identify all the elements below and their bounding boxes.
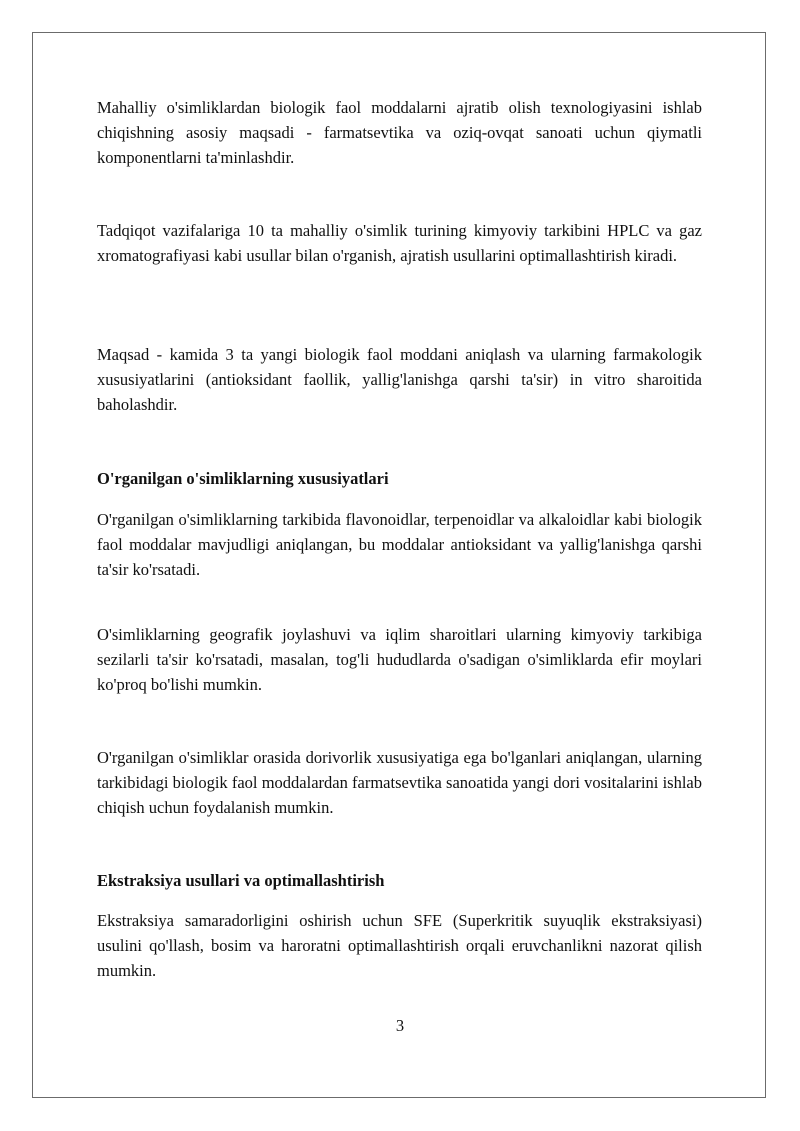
intro-paragraph-aim: Maqsad - kamida 3 ta yangi biologik faol moddani aniqlash va ularning farmakologik xususiyatlarini (antioksidant faollik, yallig'lanishga qarshi ta'sir) in vitro sharoitida baholashdir. [97,345,702,414]
section2-paragraph-sfe: Ekstraksiya samaradorligini oshirish uchun SFE (Superkritik suyuqlik ekstraksiyasi) usulini qo'llash, bosim va haroratni optimallashtirish orqali eruvchanlikni nazorat qilish mumkin. [97,911,702,980]
section1-paragraph-medicinal: O'rganilgan o'simliklar orasida dorivorlik xususiyatiga ega bo'lganlari aniqlangan, ularning tarkibidagi biologik faol moddalardan farmatsevtika sanoatida yangi dori vositalarini ishlab chiqish uchun foydalanish mumkin. [97,748,702,817]
page-number: 3 [395,1016,405,1035]
section-heading-extraction-methods: Ekstraksiya usullari va optimallashtirish [97,871,385,890]
section1-paragraph-geography: O'simliklarning geografik joylashuvi va iqlim sharoitlari ularning kimyoviy tarkibiga sezilarli ta'sir ko'rsatadi, masalan, tog'li hududlarda o'sadigan o'simliklarda efir moylari ko'proq bo'lishi mumkin. [97,625,702,694]
intro-paragraph-goal: Mahalliy o'simliklardan biologik faol moddalarni ajratib olish texnologiyasini ishlab chiqishning asosiy maqsadi - farmatsevtika va oziq-ovqat sanoati uchun qiymatli komponentlarni ta'minlashdir. [97,98,702,167]
section-heading-plant-properties: O'rganilgan o'simliklarning xususiyatlari [97,469,389,488]
intro-paragraph-tasks: Tadqiqot vazifalariga 10 ta mahalliy o'simlik turining kimyoviy tarkibini HPLC va gaz xromatografiyasi kabi usullar bilan o'rganish, ajratish usullarini optimallashtirish kiradi. [97,221,702,265]
section1-paragraph-compounds: O'rganilgan o'simliklarning tarkibida flavonoidlar, terpenoidlar va alkaloidlar kabi biologik faol moddalar mavjudligi aniqlangan, bu moddalar antioksidant va yallig'lanishga qarshi ta'sir ko'rsatadi. [97,510,702,579]
